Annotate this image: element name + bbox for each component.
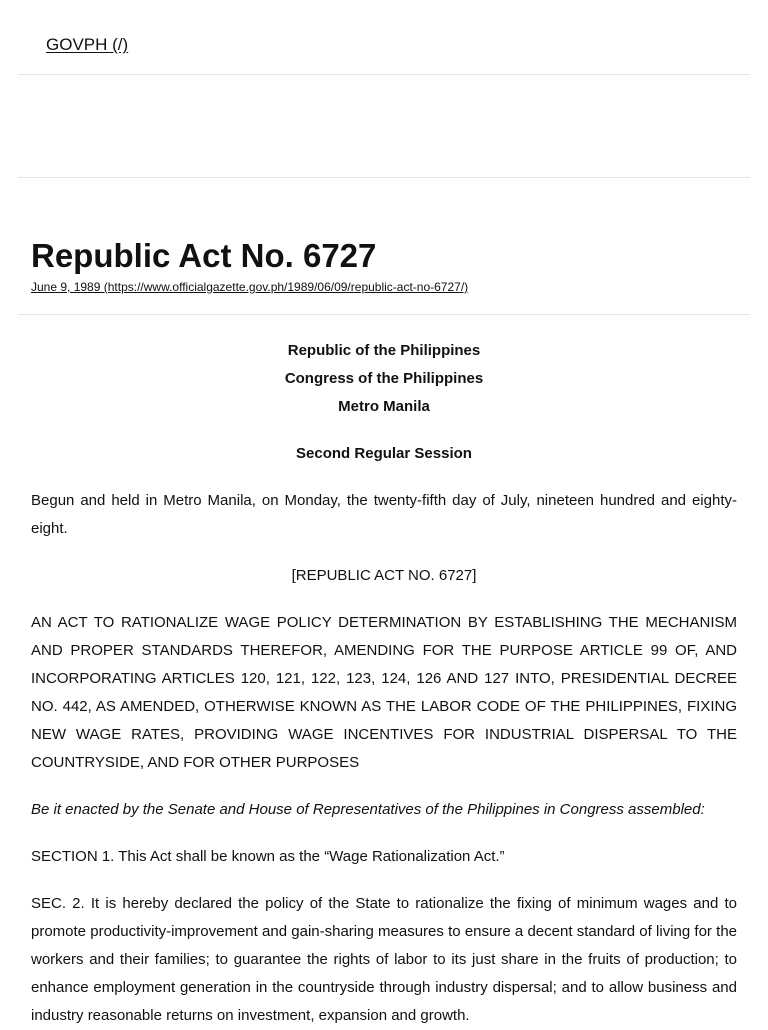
banner-area — [18, 75, 750, 178]
act-number: [REPUBLIC ACT NO. 6727] — [291, 567, 477, 584]
act-title: AN ACT TO RATIONALIZE WAGE POLICY DETERMINATION BY ESTABLISHING THE MECHANISM AND PROPER STANDARDS THEREFOR, AMENDING FOR THE PURPOSE ARTICLE 99 OF, AND INCORPORATING ARTICLES 120, 121, 122, 123, 124, 126 AND 127 INTO, PRESIDENTIAL DECREE NO. 442, AS AMENDED, OTHERWISE KNOWN AS THE LABOR CODE OF THE PHILIPPINES, FIXING NEW WAGE RATES, PROVIDING WAGE INCENTIVES FOR INDUSTRIAL DISPERSAL TO THE COUNTRYSIDE, AND FOR OTHER PURPOSES — [31, 614, 737, 771]
session-heading: Second Regular Session — [296, 445, 472, 462]
top-navigation-bar — [18, 0, 750, 75]
law-heading — [31, 337, 737, 421]
article-header — [18, 178, 750, 315]
begun-paragraph: Begun and held in Metro Manila, on Monday, the twenty-fifth day of July, nineteen hundred and eighty-eight. — [31, 492, 737, 537]
section-1: SECTION 1. This Act shall be known as the “Wage Rationalization Act.” — [31, 848, 505, 865]
govph-link[interactable]: GOVPH (/) — [46, 35, 129, 54]
heading-line-location: Metro Manila — [338, 398, 430, 415]
section-2: SEC. 2. It is hereby declared the policy of the State to rationalize the fixing of minimum wages and to promote productivity-improvement and gain-sharing measures to ensure a decent standard of living for the workers and their families; to guarantee the rights of labor to its just share in the fruits of production; to enhance employment generation in the countryside through industry dispersal; and to allow business and industry reasonable returns on investment, expansion and growth. — [31, 895, 737, 1024]
heading-line-republic: Republic of the Philippines — [287, 342, 481, 359]
date-permalink[interactable]: June 9, 1989 (https://www.officialgazette.gov.ph/1989/06/09/republic-act-no-6727/) — [31, 280, 469, 294]
enacting-clause: Be it enacted by the Senate and House of Representatives of the Philippines in Congress assembled: — [31, 801, 705, 818]
article-body — [0, 315, 768, 1030]
page-title: Republic Act No. 6727 — [31, 237, 377, 274]
heading-line-congress: Congress of the Philippines — [284, 370, 484, 387]
